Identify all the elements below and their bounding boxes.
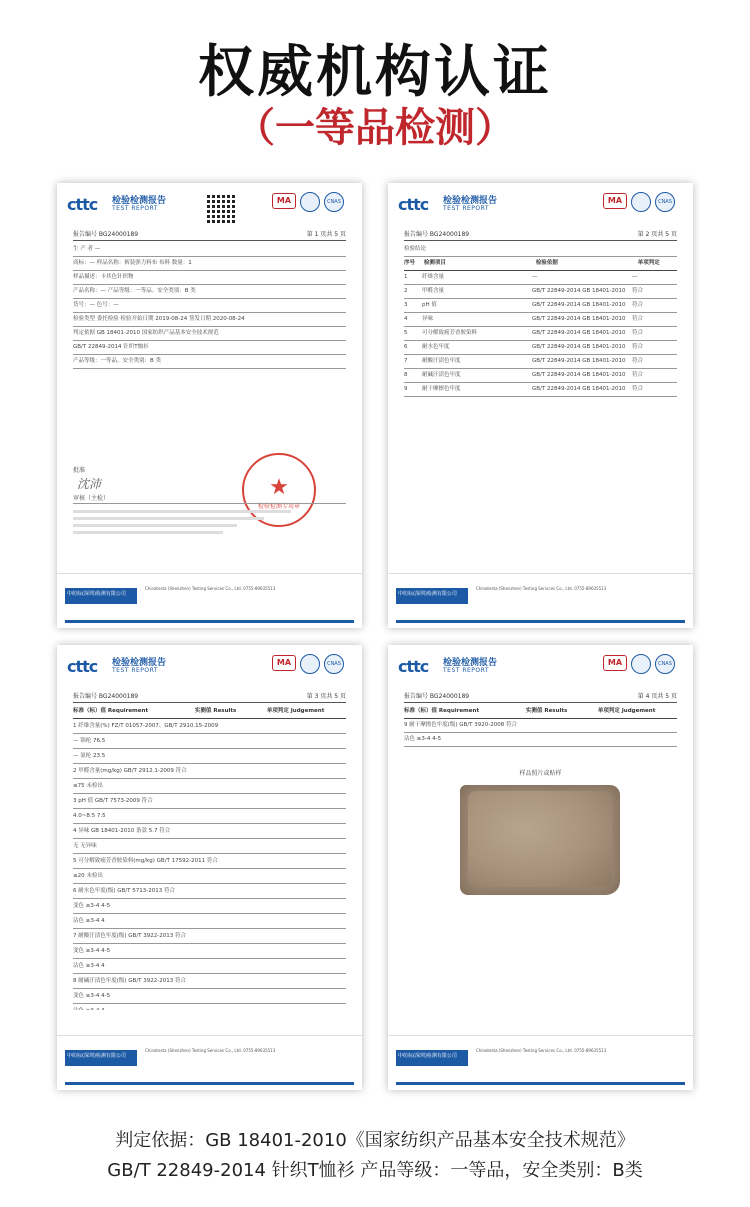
footer-line xyxy=(396,1082,685,1085)
table-row: 9 耐干摩擦色牢度(级) GB/T 3920-2008 符合 xyxy=(404,719,677,733)
sample-photo-label: 样品照片或贴样 xyxy=(519,770,562,777)
cnas-mark-icon: CNAS xyxy=(324,654,344,674)
table-header xyxy=(73,705,346,719)
cma-mark-icon: MA xyxy=(603,193,627,209)
table-row: ≤20 未检出 xyxy=(73,869,346,884)
page-number: 第 3 页共 5 页 xyxy=(306,693,346,700)
cell-item: 纤维含量 xyxy=(422,274,445,280)
footer-line xyxy=(396,620,685,623)
table-row: 7 耐酸汗渍色牢度(级) GB/T 3922-2013 符合 xyxy=(73,929,346,944)
cell-judgement: 符合 xyxy=(632,344,644,350)
page-title: 权威机构认证 xyxy=(198,40,552,105)
results-table xyxy=(404,705,677,747)
signature: 沈沛 xyxy=(77,477,102,491)
col-no: 序号 xyxy=(404,260,416,266)
cnas-mark-icon: CNAS xyxy=(655,192,675,212)
col-results: 实测值 Results xyxy=(194,708,237,714)
cell-no: 3 xyxy=(404,302,408,308)
col-results: 实测值 Results xyxy=(525,708,568,714)
footer-company: 中纺标(深圳)检测有限公司 xyxy=(67,591,126,597)
table-row: 无 无异味 xyxy=(73,839,346,854)
col-judgement: 单项判定 xyxy=(637,260,660,266)
table-row: 货号：— 色号：— xyxy=(73,299,346,313)
report-number: 报告编号 BG24000189 xyxy=(404,231,470,238)
table-row xyxy=(404,355,677,369)
page-gap xyxy=(388,548,693,573)
table-row: 沾色 ≥3-4 4 xyxy=(73,959,346,974)
table-row xyxy=(404,383,677,397)
report-title-en: TEST REPORT xyxy=(443,667,490,674)
report-header xyxy=(398,191,683,225)
cell-item: pH 值 xyxy=(422,302,437,308)
table-row: 检验类型 委托检验 检验开始日期 2019-08-24 签发日期 2020-08-24 xyxy=(73,313,346,327)
report-title-cn: 检验检测报告 xyxy=(112,658,167,668)
col-basis: 检验依据 xyxy=(535,260,558,266)
page-number: 第 1 页共 5 页 xyxy=(306,231,346,238)
cell-no: 4 xyxy=(404,316,408,322)
notes-line xyxy=(73,524,237,527)
col-judgement: 单项判定 Judgement xyxy=(597,708,656,714)
cell-item: 异味 xyxy=(422,316,434,322)
cttc-logo: cttc xyxy=(67,195,98,214)
cell-item: 耐水色牢度 xyxy=(422,344,450,350)
table-row: 1 纤维含量(%) FZ/T 01057-2007、GB/T 2910.15-2009 xyxy=(73,719,346,734)
cell-basis: GB/T 22849-2014 GB 18401-2010 xyxy=(532,330,626,336)
cell-basis: GB/T 22849-2014 GB 18401-2010 xyxy=(532,288,626,294)
report-title-cn: 检验检测报告 xyxy=(443,196,498,206)
table-row: 变色 ≥3-4 4-5 xyxy=(73,989,346,1004)
report-number: 报告编号 BG24000189 xyxy=(73,693,139,700)
page-number: 第 2 页共 5 页 xyxy=(637,231,677,238)
ilac-mark-icon xyxy=(631,192,651,212)
cell-no: 6 xyxy=(404,344,408,350)
fabric-sample-photo xyxy=(460,785,620,895)
star-icon: ★ xyxy=(269,475,289,500)
results-table xyxy=(73,705,346,1019)
notes-line xyxy=(73,531,223,534)
conclusion-rows xyxy=(404,271,677,397)
table-caption: 检验结论 xyxy=(404,243,677,257)
certification-marks xyxy=(603,653,683,683)
ilac-mark-icon xyxy=(300,192,320,212)
table-row xyxy=(404,285,677,299)
cell-basis: GB/T 22849-2014 GB 18401-2010 xyxy=(532,316,626,322)
cell-judgement: 符合 xyxy=(632,302,644,308)
cnas-mark-icon: CNAS xyxy=(324,192,344,212)
table-row: 6 耐水色牢度(级) GB/T 5713-2013 符合 xyxy=(73,884,346,899)
table-row: 变色 ≥3-4 4-5 xyxy=(73,944,346,959)
report-number: 报告编号 BG24000189 xyxy=(404,693,470,700)
cttc-logo: cttc xyxy=(67,657,98,676)
judgement-basis-line-2: GB/T 22849-2014 针织T恤衫 产品等级：一等品，安全类别：B类 xyxy=(107,1160,643,1181)
report-header xyxy=(67,191,352,225)
report-footer xyxy=(57,1035,362,1090)
cell-judgement: 符合 xyxy=(632,316,644,322)
table-row xyxy=(404,341,677,355)
cell-basis: — xyxy=(532,274,538,280)
results-rows xyxy=(73,719,346,1019)
page-subtitle: （一等品检测） xyxy=(235,105,515,151)
notes-line xyxy=(73,517,264,520)
footer-line xyxy=(65,620,354,623)
table-row xyxy=(404,271,677,285)
cell-no: 2 xyxy=(404,288,408,294)
cma-mark-icon: MA xyxy=(272,193,296,209)
cell-item: 耐干摩擦色牢度 xyxy=(422,386,461,392)
report-title-cn: 检验检测报告 xyxy=(443,658,498,668)
report-footer xyxy=(57,573,362,628)
table-row: 变色 ≥3-4 4-5 xyxy=(73,899,346,914)
cell-judgement: 符合 xyxy=(632,358,644,364)
footer-company: 中纺标(深圳)检测有限公司 xyxy=(398,591,457,597)
conclusion-table xyxy=(404,243,677,397)
table-row xyxy=(404,327,677,341)
table-row xyxy=(404,369,677,383)
footer-company: 中纺标(深圳)检测有限公司 xyxy=(398,1053,457,1059)
table-row: 3 pH 值 GB/T 7573-2009 符合 xyxy=(73,794,346,809)
stamp-text: 检验检测专用章 xyxy=(257,503,300,510)
report-number-line xyxy=(404,691,677,703)
cell-no: 8 xyxy=(404,372,408,378)
judgement-basis-line-1: 判定依据：GB 18401-2010《国家纺织产品基本安全技术规范》 xyxy=(115,1130,635,1151)
cell-no: 1 xyxy=(404,274,408,280)
approver-label: 批准 xyxy=(73,467,86,474)
ilac-mark-icon xyxy=(300,654,320,674)
table-header xyxy=(404,705,677,719)
table-row: 2 甲醛含量(mg/kg) GB/T 2912.1-2009 符合 xyxy=(73,764,346,779)
notes-block xyxy=(73,503,346,546)
report-footer xyxy=(388,1035,693,1090)
certification-marks xyxy=(272,191,352,221)
table-row: 沾色 ≥3-4 4 xyxy=(73,914,346,929)
cell-judgement: — xyxy=(632,274,638,280)
table-row xyxy=(404,299,677,313)
footer-company: 中纺标(深圳)检测有限公司 xyxy=(67,1053,126,1059)
table-row: 商标：— 样品名称：裤装弹力料布 布料 数量：1 xyxy=(73,257,346,271)
footer-address: Chinatesta (Shenzhen) Testing Services Co., Ltd. 0755-89635513 xyxy=(145,1048,276,1053)
cell-item: 甲醛含量 xyxy=(422,288,445,294)
table-row: 沾色 ≥3-4 4-5 xyxy=(404,733,677,747)
col-item: 检测项目 xyxy=(423,260,446,266)
report-number-line xyxy=(73,229,346,241)
table-row: 5 可分解致癌芳香胺染料(mg/kg) GB/T 17592-2011 符合 xyxy=(73,854,346,869)
report-title-en: TEST REPORT xyxy=(112,667,159,674)
cell-judgement: 符合 xyxy=(632,288,644,294)
cttc-logo: cttc xyxy=(398,195,429,214)
table-row: 生 产 者 — xyxy=(73,243,346,257)
table-row: ≤75 未检出 xyxy=(73,779,346,794)
footer-line xyxy=(65,1082,354,1085)
report-number-line xyxy=(73,691,346,703)
cma-mark-icon: MA xyxy=(272,655,296,671)
notes-line xyxy=(73,510,291,513)
table-row: 4.0~8.5 7.5 xyxy=(73,809,346,824)
table-row: 判定依据 GB 18401-2010 国家纺织产品基本安全技术规范 xyxy=(73,327,346,341)
cnas-mark-icon: CNAS xyxy=(655,654,675,674)
table-row xyxy=(404,313,677,327)
certification-marks xyxy=(603,191,683,221)
cell-no: 7 xyxy=(404,358,408,364)
table-row: 产品等级：一等品。安全类别：B 类 xyxy=(73,355,346,369)
col-requirement: 标准（标）值 Requirement xyxy=(73,708,149,714)
table-header xyxy=(404,257,677,271)
qr-code-icon xyxy=(207,193,237,223)
reviewer-label: 审核（主检） xyxy=(73,495,110,502)
report-number: 报告编号 BG24000189 xyxy=(73,231,139,238)
report-page-2 xyxy=(388,183,693,628)
cell-basis: GB/T 22849-2014 GB 18401-2010 xyxy=(532,344,626,350)
table-row: 产品名称：— 产品等级：一等品。安全类别：B 类 xyxy=(73,285,346,299)
cell-basis: GB/T 22849-2014 GB 18401-2010 xyxy=(532,302,626,308)
footer-address: Chinatesta (Shenzhen) Testing Services Co., Ltd. 0755-89635513 xyxy=(476,586,607,591)
cell-item: 耐酸汗渍色牢度 xyxy=(422,358,461,364)
col-judgement: 单项判定 Judgement xyxy=(266,708,325,714)
page-gap xyxy=(388,1010,693,1035)
certification-marks xyxy=(272,653,352,683)
report-title-cn: 检验检测报告 xyxy=(112,196,167,206)
col-requirement: 标准（标）值 Requirement xyxy=(404,708,480,714)
report-page-3 xyxy=(57,645,362,1090)
report-header xyxy=(398,653,683,687)
table-row: 8 耐碱汗渍色牢度(级) GB/T 3922-2013 符合 xyxy=(73,974,346,989)
table-row: — 氨纶 23.5 xyxy=(73,749,346,764)
cell-basis: GB/T 22849-2014 GB 18401-2010 xyxy=(532,358,626,364)
cell-judgement: 符合 xyxy=(632,372,644,378)
page-number: 第 4 页共 5 页 xyxy=(637,693,677,700)
cttc-logo: cttc xyxy=(398,657,429,676)
cell-basis: GB/T 22849-2014 GB 18401-2010 xyxy=(532,372,626,378)
report-info-table xyxy=(73,243,346,369)
footer-address: Chinatesta (Shenzhen) Testing Services Co., Ltd. 0755-89635513 xyxy=(145,586,276,591)
report-page-4 xyxy=(388,645,693,1090)
ilac-mark-icon xyxy=(631,654,651,674)
report-number-line xyxy=(404,229,677,241)
page-gap xyxy=(57,548,362,573)
table-row: 4 异味 GB 18401-2010 条款 5.7 符合 xyxy=(73,824,346,839)
report-title-en: TEST REPORT xyxy=(443,205,490,212)
cell-judgement: 符合 xyxy=(632,386,644,392)
footer-address: Chinatesta (Shenzhen) Testing Services Co., Ltd. 0755-89635513 xyxy=(476,1048,607,1053)
cma-mark-icon: MA xyxy=(603,655,627,671)
report-page-1 xyxy=(57,183,362,628)
cell-item: 可分解致癌芳香胺染料 xyxy=(422,330,478,336)
cell-judgement: 符合 xyxy=(632,330,644,336)
table-row: 样品描述：卡其色针织物 xyxy=(73,271,346,285)
cell-item: 耐碱汗渍色牢度 xyxy=(422,372,461,378)
cell-no: 5 xyxy=(404,330,408,336)
page-gap xyxy=(57,1010,362,1035)
report-title-en: TEST REPORT xyxy=(112,205,159,212)
cell-basis: GB/T 22849-2014 GB 18401-2010 xyxy=(532,386,626,392)
table-row: GB/T 22849-2014 针织T恤衫 xyxy=(73,341,346,355)
report-footer xyxy=(388,573,693,628)
table-row: — 锦纶 76.5 xyxy=(73,734,346,749)
report-header xyxy=(67,653,352,687)
cell-no: 9 xyxy=(404,386,408,392)
